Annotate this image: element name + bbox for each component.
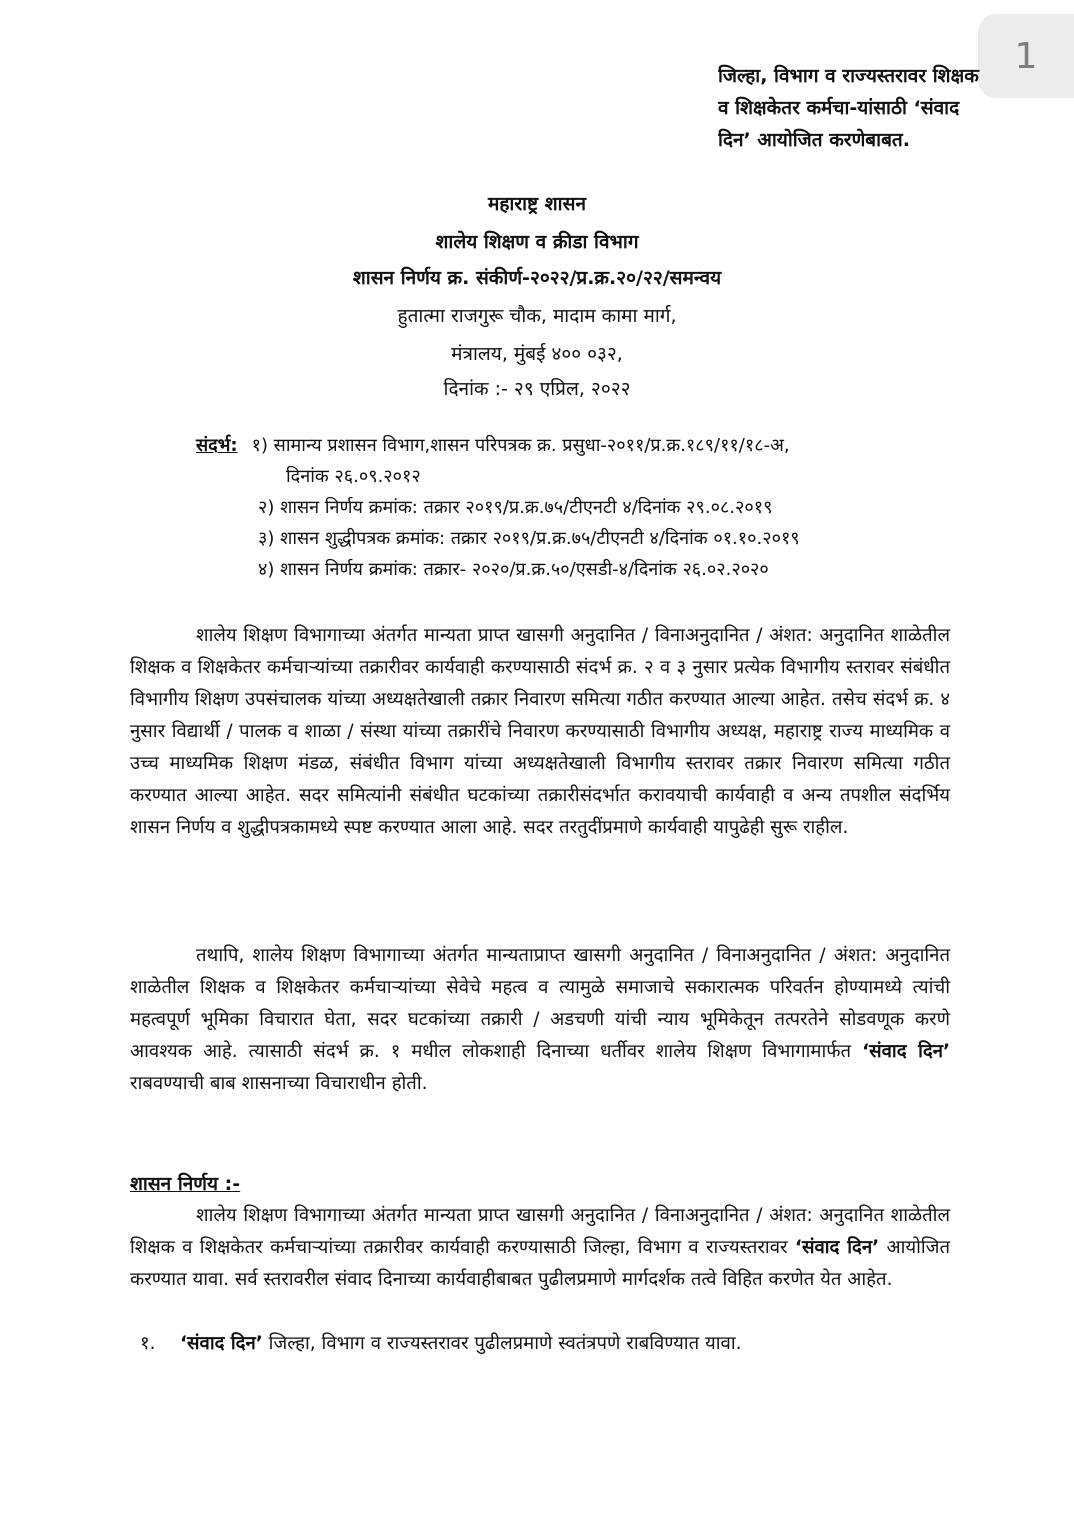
reference-item: २) शासन निर्णय क्रमांक: तक्रार २०१९/प्र.क्र.७५/टीएनटी ४/दिनांक २९.०८.२०१९ [258, 497, 773, 518]
government-heading: महाराष्ट्र शासन [487, 193, 586, 215]
address-line-2: मंत्रालय, मुंबई ४०० ०३२, [451, 343, 623, 365]
paragraph-3: शालेय शिक्षण विभागाच्या अंतर्गत मान्यता प्राप्त खासगी अनुदानित / विनाअनुदानित / अंशत: अनुदानित शाळेतील शिक्षक व शिक्षकेतर कर्मचाऱ्यांच्या तक्रारीवर कार्यवाही करण्यासाठी जिल्हा, विभाग व राज्यस्तरावर ‘संवाद दिन’ आयोजित करण्यात यावा. सर्व स्तरावरील संवाद दिनाच्या कार्यवाहीबाबत पुढीलप्रमाणे मार्गदर्शक तत्वे विहित करणेत येत आहेत. [130, 1205, 950, 1290]
reference-item: दिनांक २६.०९.२०१२ [286, 466, 421, 487]
reference-item: ४) शासन निर्णय क्रमांक: तक्रार- २०२०/प्र.क्र.५०/एसडी-४/दिनांक २६.०२.२०२० [258, 559, 769, 580]
reference-item: ३) शासन शुद्धीपत्रक क्रमांक: तक्रार २०१९/प्र.क्र.७५/टीएनटी ४/दिनांक ०१.१०.२०१९ [258, 528, 800, 549]
subject-block [718, 60, 998, 156]
paragraph-2: तथापि, शालेय शिक्षण विभागाच्या अंतर्गत मान्यताप्राप्त खासगी अनुदानित / विनाअनुदानित / अंशत: अनुदानित शाळेतील शिक्षक व शिक्षकेतर कर्मचाऱ्यांच्या सेवेचे महत्व व त्यामुळे समाजाचे सकारात्मक परिवर्तन होण्यामध्ये त्यांची महत्वपूर्ण भूमिका विचारात घेता, सदर घटकांच्या तक्रारी / अडचणी यांची न्याय भूमिकेतून तत्परतेने सोडवणूक करणे आवश्यक आहे. त्यासाठी संदर्भ क्र. १ मधील लोकशाही दिनाच्या धर्तीवर शालेय शिक्षण विभागामार्फत ‘संवाद दिन’ राबवण्याची बाब शासनाच्या विचाराधीन होती. [130, 945, 950, 1094]
reference-item: संदर्भ: १) सामान्य प्रशासन विभाग,शासन परिपत्रक क्र. प्रसुधा-२०११/प्र.क्र.१८९/११/१८-अ, [196, 435, 790, 456]
samvad-din-emphasis: ‘संवाद दिन’ [862, 1041, 950, 1062]
references-label: संदर्भ: [196, 435, 238, 456]
subject-line: जिल्हा, विभाग व राज्यस्तरावर शिक्षक [718, 65, 979, 87]
gr-number: शासन निर्णय क्र. संकीर्ण-२०२२/प्र.क्र.२०/२२/समन्वय [352, 267, 722, 289]
samvad-din-emphasis: ‘संवाद दिन’ [794, 1237, 880, 1258]
list-item-number: १. [140, 1333, 156, 1354]
department-heading: शालेय शिक्षण व क्रीडा विभाग [435, 231, 639, 253]
address-line-1: हुतात्मा राजगुरू चौक, मादाम कामा मार्ग, [397, 305, 677, 327]
subject-line: व शिक्षकेतर कर्मचा-यांसाठी ‘संवाद [718, 97, 960, 119]
page-number-badge: 1 [978, 14, 1074, 98]
references-block [196, 430, 956, 585]
decision-title: शासन निर्णय :- [130, 1173, 241, 1195]
paragraph-1: शालेय शिक्षण विभागाच्या अंतर्गत मान्यता प्राप्त खासगी अनुदानित / विनाअनुदानित / अंशत: अनुदानित शाळेतील शिक्षक व शिक्षकेतर कर्मचाऱ्यांच्या तक्रारीवर कार्यवाही करण्यासाठी संदर्भ क्र. २ व ३ नुसार प्रत्येक विभागीय स्तरावर संबंधीत विभागीय शिक्षण उपसंचालक यांच्या अध्यक्षतेखाली तक्रार निवारण समित्या गठीत करण्यात आल्या आहेत. तसेच संदर्भ क्र. ४ नुसार विद्यार्थी / पालक व शाळा / संस्था यांच्या तक्रारींचे निवारण करण्यासाठी विभागीय अध्यक्ष, महाराष्ट्र राज्य माध्यमिक व उच्च माध्यमिक शिक्षण मंडळ, संबंधीत विभाग यांच्या अध्यक्षतेखाली विभागीय स्तरावर तक्रार निवारण समित्या गठीत करण्यात आल्या आहेत. सदर समित्यांनी संबंधीत घटकांच्या तक्रारीसंदर्भात करावयाची कार्यवाही व अन्य तपशील संदर्भिय शासन निर्णय व शुद्धीपत्रकामध्ये स्पष्ट करण्यात आला आहे. सदर तरतुदींप्रमाणे कार्यवाही यापुढेही सुरू राहील. [130, 625, 950, 838]
subject-line: दिन’ आयोजित करणेबाबत. [718, 129, 910, 151]
gr-date: दिनांक :- २९ एप्रिल, २०२२ [443, 378, 631, 400]
samvad-din-emphasis: ‘संवाद दिन’ [180, 1333, 263, 1354]
list-item-1: १. ‘संवाद दिन’ जिल्हा, विभाग व राज्यस्तरावर पुढीलप्रमाणे स्वतंत्रपणे राबविण्यात यावा. [140, 1330, 960, 1355]
